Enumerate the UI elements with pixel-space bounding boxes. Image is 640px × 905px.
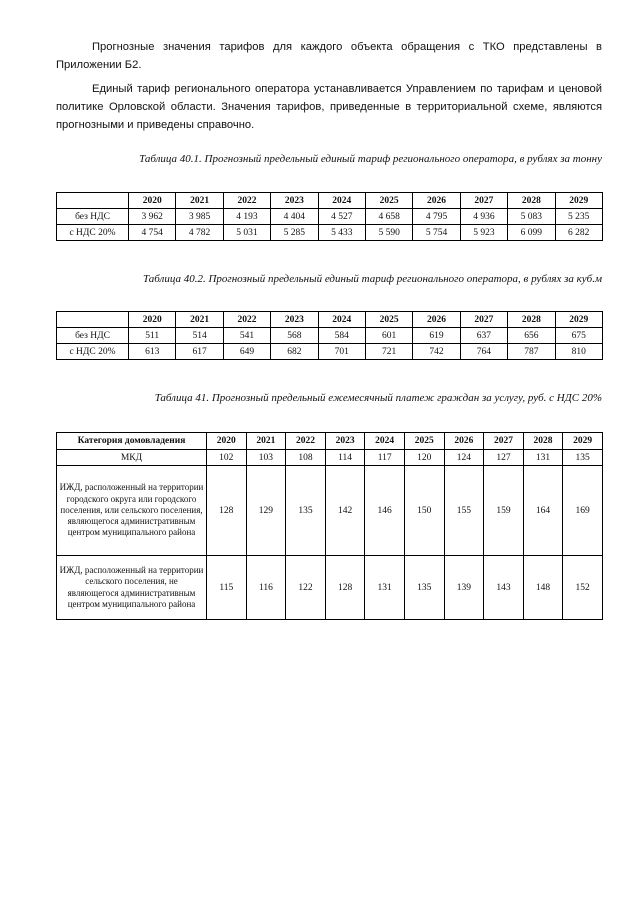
- table-cell: 514: [176, 328, 223, 344]
- table-cell: 103: [246, 450, 286, 466]
- table-row: [57, 466, 603, 556]
- category-header: Категория домовладения: [57, 433, 207, 450]
- table-cell: 5 590: [365, 225, 412, 241]
- year-header: 2023: [325, 433, 365, 450]
- table-cell: 4 404: [271, 209, 318, 225]
- year-header: 2029: [555, 312, 602, 328]
- year-header: 2022: [286, 433, 326, 450]
- table-cell: 6 099: [508, 225, 555, 241]
- table-cell: 810: [555, 344, 602, 360]
- table-41-caption: Таблица 41. Прогнозный предельный ежемесячный платеж граждан за услугу, руб. с НДС 20%: [154, 392, 602, 404]
- year-header: 2020: [129, 312, 176, 328]
- table-cell: 164: [523, 466, 563, 556]
- table-cell: 742: [413, 344, 460, 360]
- table-cell: 128: [325, 556, 365, 620]
- table-cell: 701: [318, 344, 365, 360]
- table-cell: 619: [413, 328, 460, 344]
- table-row: [57, 450, 603, 466]
- year-header: 2022: [223, 193, 270, 209]
- table-cell: 4 658: [365, 209, 412, 225]
- table-cell: 637: [460, 328, 507, 344]
- table-cell: 6 282: [555, 225, 602, 241]
- table-cell: 148: [523, 556, 563, 620]
- table-row: [57, 225, 603, 241]
- table-cell: 617: [176, 344, 223, 360]
- table-cell: 131: [523, 450, 563, 466]
- year-header: 2021: [176, 193, 223, 209]
- year-header: 2029: [563, 433, 603, 450]
- table-cell: 613: [129, 344, 176, 360]
- table-cell: 568: [271, 328, 318, 344]
- table-40-1: [56, 192, 603, 241]
- table-cell: 146: [365, 466, 405, 556]
- row-label: без НДС: [57, 209, 129, 225]
- table-40-2-caption: Таблица 40.2. Прогнозный предельный единый тариф регионального оператора, в рублях за куб.м: [143, 273, 602, 285]
- row-label: МКД: [57, 450, 207, 466]
- table-cell: 152: [563, 556, 603, 620]
- year-header: 2023: [271, 312, 318, 328]
- row-label: без НДС: [57, 328, 129, 344]
- table-header-row: [57, 312, 603, 328]
- table-cell: 3 985: [176, 209, 223, 225]
- table-cell: 169: [563, 466, 603, 556]
- year-header: 2024: [365, 433, 405, 450]
- table-cell: 5 923: [460, 225, 507, 241]
- table-cell: 131: [365, 556, 405, 620]
- table-cell: 108: [286, 450, 326, 466]
- paragraph-appendix-reference: Прогнозные значения тарифов для каждого объекта обращения с ТКО представлены в Приложении Б2.: [56, 41, 602, 71]
- table-row: [57, 344, 603, 360]
- row-label: с НДС 20%: [57, 344, 129, 360]
- table-cell: 5 754: [413, 225, 460, 241]
- year-header: 2022: [223, 312, 270, 328]
- year-header: 2028: [523, 433, 563, 450]
- year-header: 2029: [555, 193, 602, 209]
- table-cell: 511: [129, 328, 176, 344]
- table-cell: 139: [444, 556, 484, 620]
- table-cell: 4 936: [460, 209, 507, 225]
- table-cell: 3 962: [129, 209, 176, 225]
- table-cell: 5 031: [223, 225, 270, 241]
- header-empty-cell: [57, 312, 129, 328]
- table-row: [57, 556, 603, 620]
- table-cell: 135: [404, 556, 444, 620]
- table-cell: 155: [444, 466, 484, 556]
- year-header: 2025: [365, 193, 412, 209]
- table-cell: 143: [484, 556, 524, 620]
- table-cell: 122: [286, 556, 326, 620]
- table-cell: 4 527: [318, 209, 365, 225]
- year-header: 2026: [444, 433, 484, 450]
- year-header: 2020: [207, 433, 247, 450]
- year-header: 2027: [484, 433, 524, 450]
- table-cell: 4 782: [176, 225, 223, 241]
- table-cell: 5 083: [508, 209, 555, 225]
- year-header: 2027: [460, 193, 507, 209]
- year-header: 2028: [508, 193, 555, 209]
- table-cell: 5 433: [318, 225, 365, 241]
- table-cell: 584: [318, 328, 365, 344]
- table-cell: 102: [207, 450, 247, 466]
- row-label: с НДС 20%: [57, 225, 129, 241]
- table-40-1-caption: Таблица 40.1. Прогнозный предельный единый тариф регионального оператора, в рублях за тонну: [139, 153, 602, 165]
- table-cell: 120: [404, 450, 444, 466]
- year-header: 2026: [413, 193, 460, 209]
- year-header: 2021: [176, 312, 223, 328]
- table-cell: 601: [365, 328, 412, 344]
- year-header: 2021: [246, 433, 286, 450]
- year-header: 2025: [365, 312, 412, 328]
- paragraph-tariff-authority: Единый тариф регионального оператора устанавливается Управлением по тарифам и ценовой политике Орловской области. Значения тарифов, приведенные в территориальной схеме, являются прогнозными и приведены справочно.: [56, 83, 602, 131]
- table-cell: 135: [563, 450, 603, 466]
- table-cell: 541: [223, 328, 270, 344]
- table-cell: 682: [271, 344, 318, 360]
- row-label: ИЖД, расположенный на территории городского округа или городского поселения, или сельского поселения, являющегося административным центром муниципального района: [57, 466, 207, 556]
- table-cell: 150: [404, 466, 444, 556]
- table-cell: 5 235: [555, 209, 602, 225]
- table-cell: 127: [484, 450, 524, 466]
- table-cell: 117: [365, 450, 405, 466]
- table-cell: 4 754: [129, 225, 176, 241]
- table-cell: 142: [325, 466, 365, 556]
- year-header: 2023: [271, 193, 318, 209]
- table-cell: 159: [484, 466, 524, 556]
- year-header: 2025: [404, 433, 444, 450]
- year-header: 2028: [508, 312, 555, 328]
- table-cell: 4 193: [223, 209, 270, 225]
- table-cell: 124: [444, 450, 484, 466]
- table-header-row: [57, 433, 603, 450]
- table-cell: 135: [286, 466, 326, 556]
- year-header: 2026: [413, 312, 460, 328]
- table-cell: 764: [460, 344, 507, 360]
- table-cell: 5 285: [271, 225, 318, 241]
- table-41: [56, 432, 603, 620]
- year-header: 2020: [129, 193, 176, 209]
- table-cell: 114: [325, 450, 365, 466]
- row-label: ИЖД, расположенный на территории сельского поселения, не являющегося административным центром муниципального района: [57, 556, 207, 620]
- year-header: 2027: [460, 312, 507, 328]
- table-row: [57, 209, 603, 225]
- table-cell: 129: [246, 466, 286, 556]
- year-header: 2024: [318, 193, 365, 209]
- table-cell: 115: [207, 556, 247, 620]
- table-header-row: [57, 193, 603, 209]
- table-cell: 675: [555, 328, 602, 344]
- table-cell: 787: [508, 344, 555, 360]
- table-cell: 128: [207, 466, 247, 556]
- table-cell: 649: [223, 344, 270, 360]
- header-empty-cell: [57, 193, 129, 209]
- table-row: [57, 328, 603, 344]
- table-cell: 4 795: [413, 209, 460, 225]
- year-header: 2024: [318, 312, 365, 328]
- table-cell: 656: [508, 328, 555, 344]
- table-cell: 721: [365, 344, 412, 360]
- table-cell: 116: [246, 556, 286, 620]
- table-40-2: [56, 311, 603, 360]
